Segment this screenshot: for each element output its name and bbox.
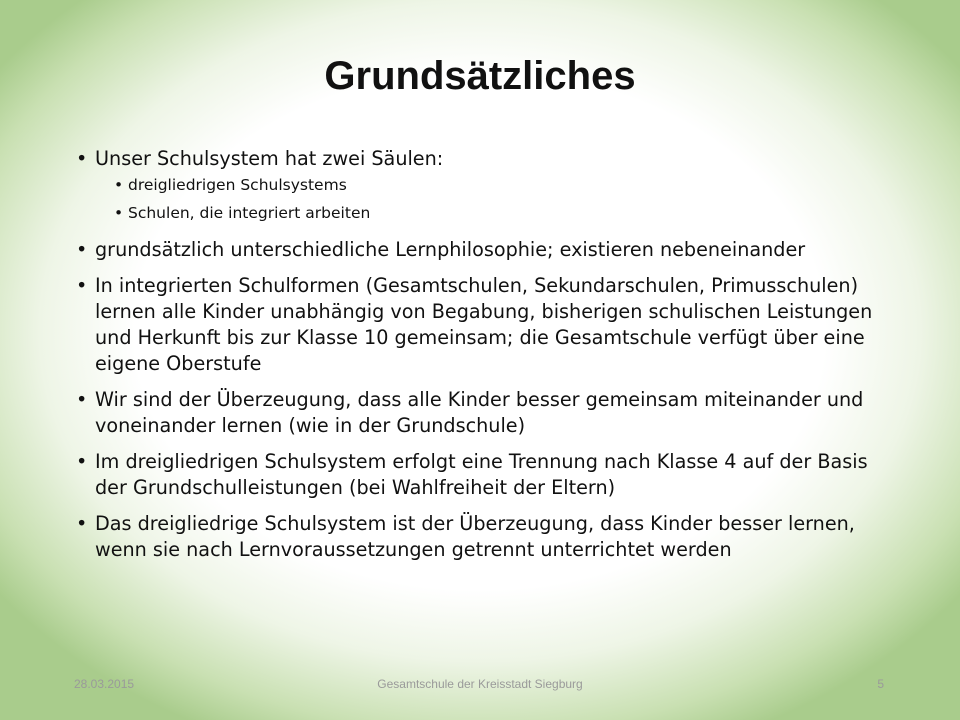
page-number: 5	[877, 677, 884, 691]
bullet-item: • Wir sind der Überzeugung, dass alle Kinder besser gemeinsam miteinander und voneinander lernen (wie in der Grundschule)	[76, 387, 886, 439]
sub-bullet-item: • dreigliedrigen Schulsystems	[114, 175, 886, 195]
slide-content	[76, 146, 886, 573]
bullet-item: • Im dreigliedrigen Schulsystem erfolgt eine Trennung nach Klasse 4 auf der Basis der Grundschulleistungen (bei Wahlfreiheit der Eltern)	[76, 449, 886, 501]
bullet-item: • Unser Schulsystem hat zwei Säulen:	[76, 146, 886, 172]
bullet-item: • In integrierten Schulformen (Gesamtschulen, Sekundarschulen, Primusschulen) lernen alle Kinder unabhängig von Begabung, bisherigen schulischen Leistungen und Herkunft bis zur Klasse 10 gemeinsam; die Gesamtschule verfügt über eine eigene Oberstufe	[76, 273, 886, 377]
footer-date: 28.03.2015	[74, 677, 135, 691]
slide-title: Grundsätzliches	[324, 54, 636, 98]
sub-bullet-item: • Schulen, die integriert arbeiten	[114, 203, 886, 223]
bullet-item: • Das dreigliedrige Schulsystem ist der Überzeugung, dass Kinder besser lernen, wenn sie nach Lernvoraussetzungen getrennt unterrichtet werden	[76, 511, 886, 563]
footer-text: Gesamtschule der Kreisstadt Siegburg	[377, 677, 583, 691]
bullet-item: • grundsätzlich unterschiedliche Lernphilosophie; existieren nebeneinander	[76, 237, 886, 263]
